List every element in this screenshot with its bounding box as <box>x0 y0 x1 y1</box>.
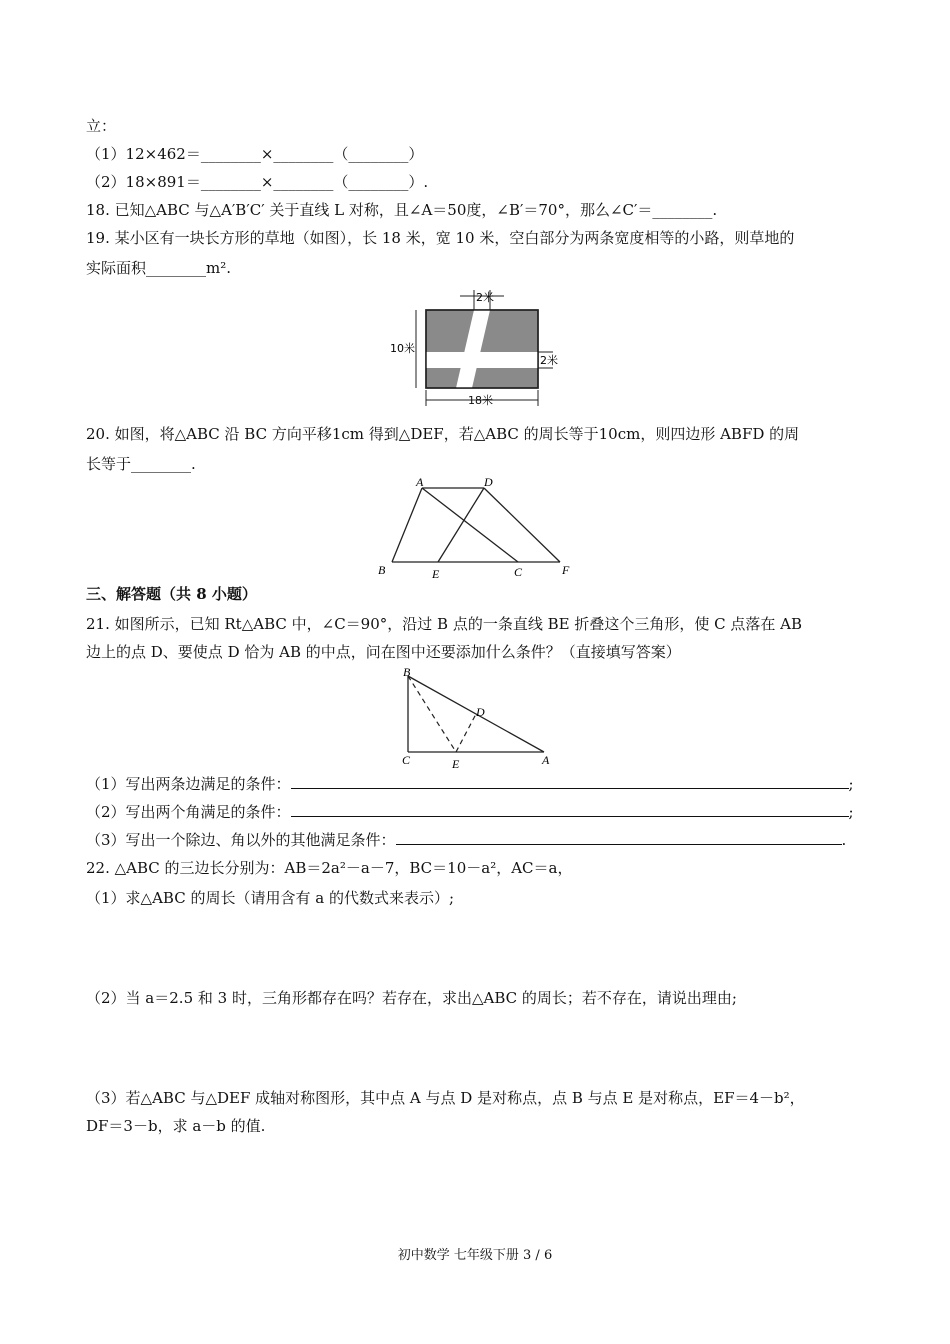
top-dim-label: 2米 <box>476 291 494 304</box>
segment-ED-dashed <box>456 714 476 752</box>
segment-DE <box>438 488 484 562</box>
line-continuation: 立： <box>86 117 117 135</box>
question-21-part-3-label: （3）写出一个除边、角以外的其他满足条件： <box>86 831 396 849</box>
label-E: E <box>452 757 460 771</box>
question-17-part-1: （1）12×462＝________×________（________） <box>86 145 424 163</box>
question-21-part-2-label: （2）写出两个角满足的条件： <box>86 803 291 821</box>
question-21-part-3: （3）写出一个除边、角以外的其他满足条件： . <box>86 831 847 849</box>
question-19-line-2: 实际面积________m². <box>86 259 232 277</box>
question-22-part-3-line-2: DF＝3－b，求 a－b 的值. <box>86 1117 266 1135</box>
segment-BE-dashed <box>408 676 456 752</box>
question-22-part-1: （1）求△ABC 的周长（请用含有 a 的代数式来表示）; <box>86 889 454 907</box>
label-A: A <box>542 753 550 767</box>
label-F: F <box>562 563 570 577</box>
segment-AC <box>422 488 518 562</box>
label-E: E <box>432 567 440 581</box>
label-D: D <box>476 705 485 719</box>
label-B: B <box>378 563 386 577</box>
label-D: D <box>484 475 493 489</box>
question-21-line-1: 21. 如图所示，已知 Rt△ABC 中，∠C＝90°，沿过 B 点的一条直线 BE 折叠这个三角形，使 C 点落在 AB <box>86 615 802 633</box>
figure-19-lawn-diagram <box>388 282 568 412</box>
question-17-part-2: （2）18×891＝________×________（________）. <box>86 173 429 191</box>
figure-21-fold-diagram <box>396 664 566 772</box>
label-C: C <box>402 753 411 767</box>
question-18: 18. 已知△ABC 与△A′B′C′ 关于直线 L 对称，且∠A＝50度，∠B′＝70°，那么∠C′＝________. <box>86 201 718 219</box>
segment-AB <box>392 488 422 562</box>
question-22-part-3-line-1: （3）若△ABC 与△DEF 成轴对称图形，其中点 A 与点 D 是对称点，点 B 与点 E 是对称点，EF＝4－b²， <box>86 1089 805 1107</box>
answer-blank[interactable] <box>396 830 842 845</box>
horizontal-path <box>426 352 538 368</box>
question-21-line-2: 边上的点 D、要使点 D 恰为 AB 的中点，问在图中还要添加什么条件？（直接填写答案） <box>86 643 681 661</box>
label-A: A <box>416 475 424 489</box>
question-21-part-2: （2）写出两个角满足的条件： ; <box>86 803 854 821</box>
question-21-part-1-label: （1）写出两条边满足的条件： <box>86 775 291 793</box>
question-21-part-1: （1）写出两条边满足的条件： ; <box>86 775 854 793</box>
question-22-part-2: （2）当 a＝2.5 和 3 时，三角形都存在吗？若存在，求出△ABC 的周长；若不存在，请说出理由; <box>86 989 737 1007</box>
question-19-line-1: 19. 某小区有一块长方形的草地（如图），长 18 米，宽 10 米，空白部分为两条宽度相等的小路，则草地的 <box>86 229 795 247</box>
question-20-line-1: 20. 如图，将△ABC 沿 BC 方向平移1cm 得到△DEF，若△ABC 的周长等于10cm，则四边形 ABFD 的周 <box>86 425 800 443</box>
question-22: 22. △ABC 的三边长分别为：AB＝2a²－a－7，BC＝10－a²，AC＝a， <box>86 859 573 877</box>
page-footer: 初中数学 七年级下册 3 / 6 <box>397 1248 553 1263</box>
figure-20-translation-diagram <box>372 474 582 582</box>
answer-blank[interactable] <box>291 774 849 789</box>
segment-DF <box>484 488 560 562</box>
left-dim-label: 10米 <box>390 342 415 355</box>
question-20-line-2: 长等于________. <box>86 455 196 473</box>
section-heading-3: 三、解答题（共 8 小题） <box>86 585 257 603</box>
label-B: B <box>403 665 411 679</box>
label-C: C <box>514 565 523 579</box>
bottom-dim-label: 18米 <box>468 394 493 407</box>
answer-blank[interactable] <box>291 802 849 817</box>
right-dim-label: 2米 <box>540 354 558 367</box>
